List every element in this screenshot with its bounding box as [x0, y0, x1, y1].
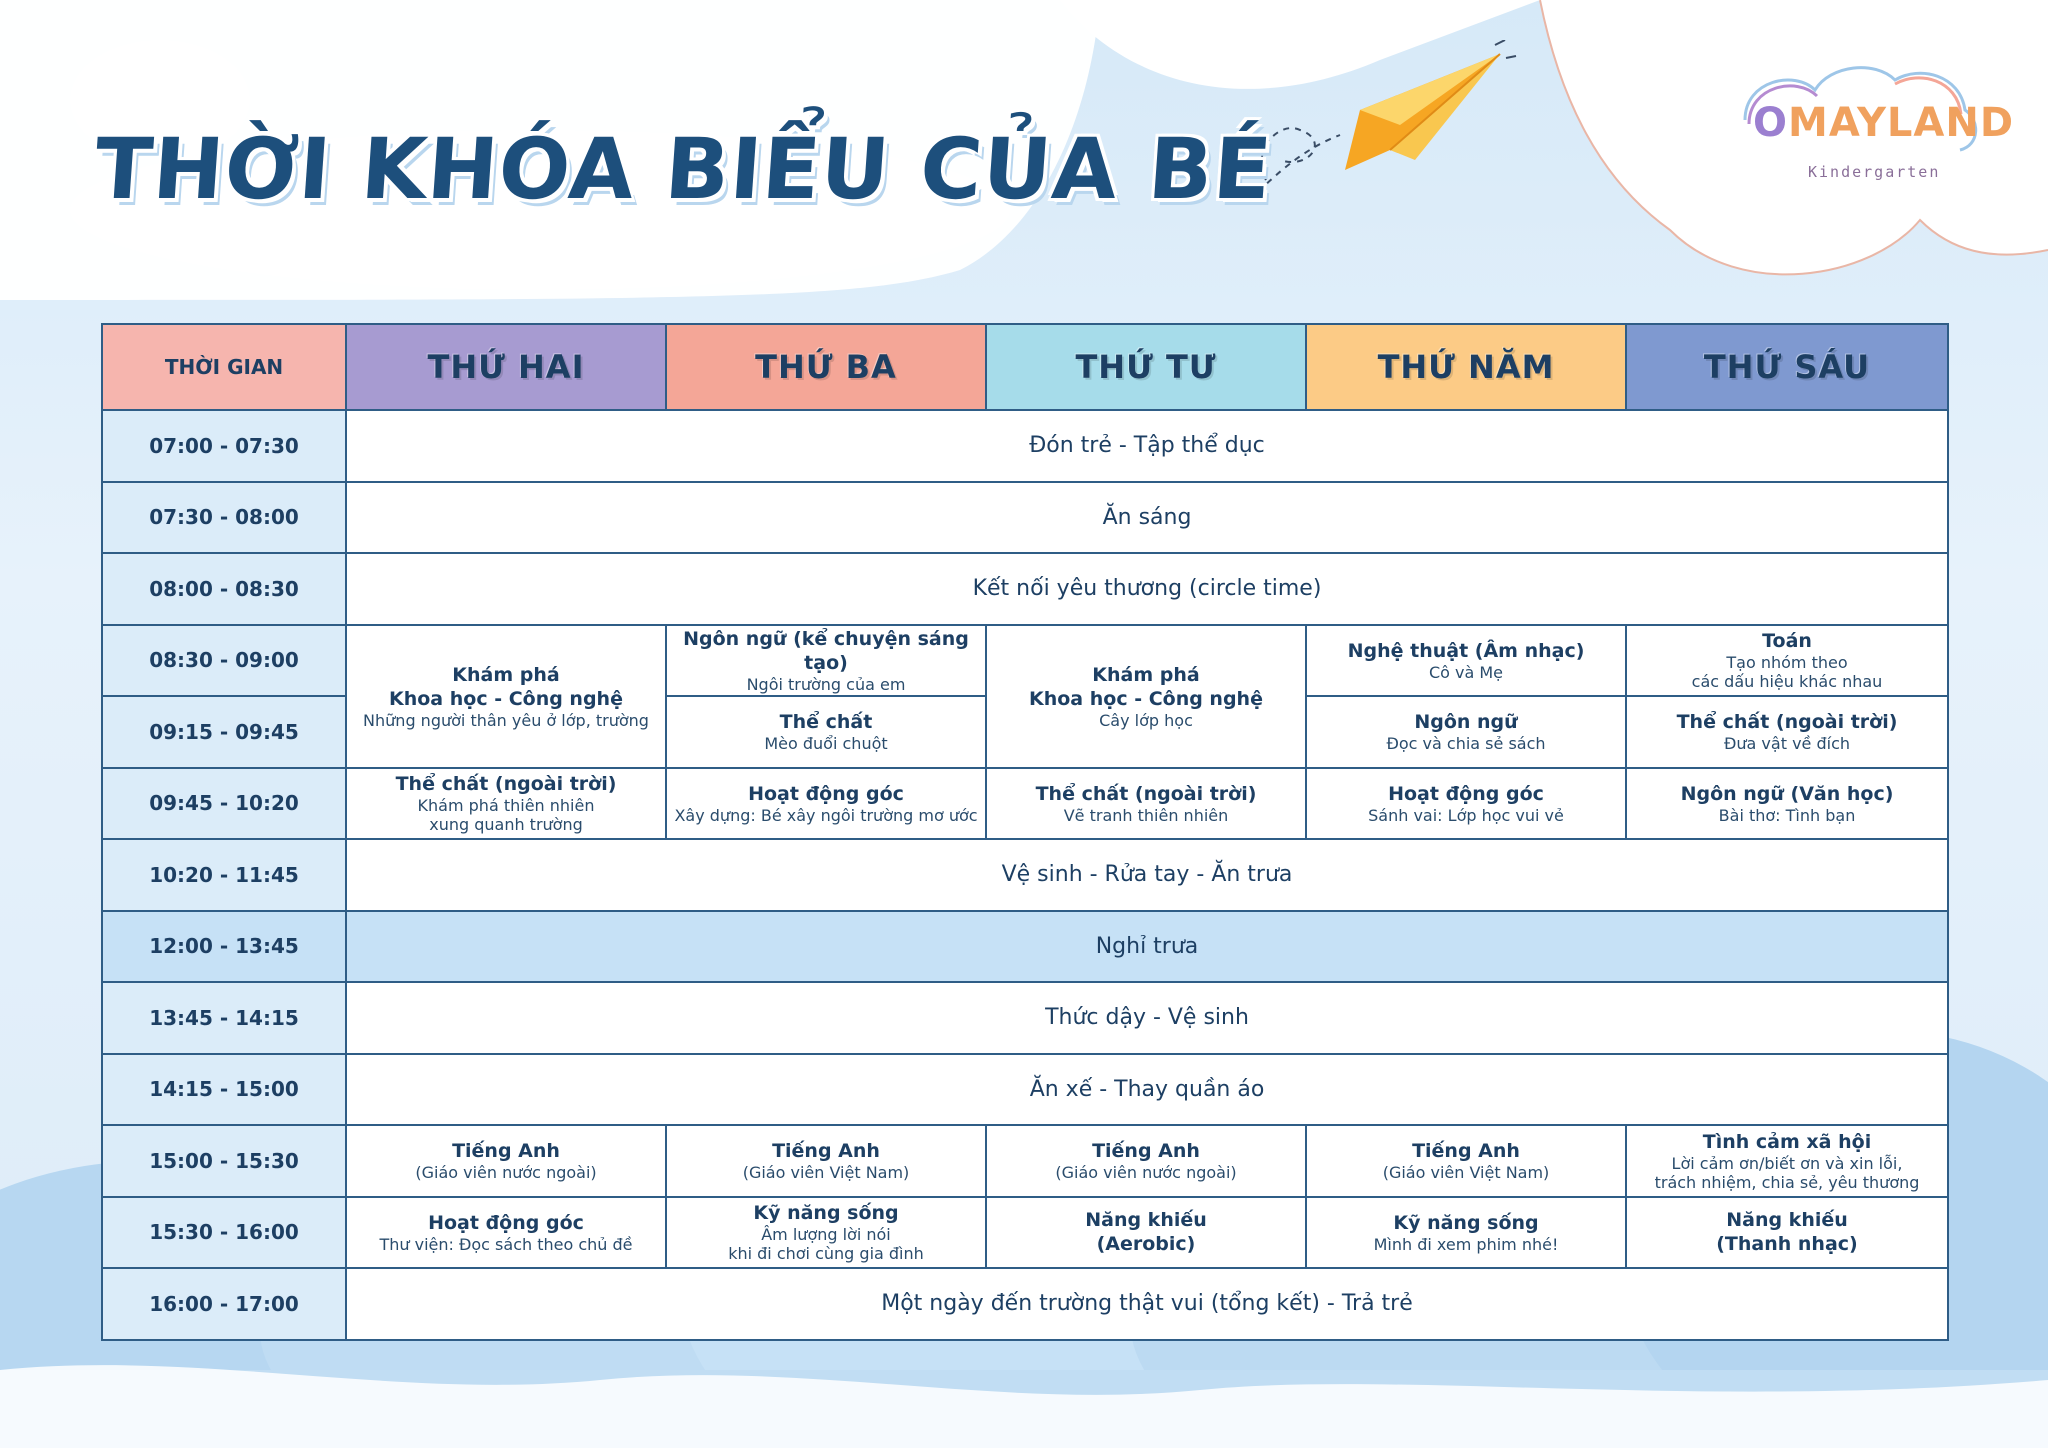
activity-cell-thursday: [1306, 625, 1626, 697]
activity-cell-tuesday: [666, 768, 986, 840]
activity-cell-friday: [1626, 696, 1948, 768]
table-row: [102, 1268, 1948, 1340]
activity-detail: Thư viện: Đọc sách theo chủ đề: [379, 1234, 633, 1254]
shared-activity: Kết nối yêu thương (circle time): [346, 553, 1948, 625]
activity-cell-friday: [1626, 1197, 1948, 1269]
shared-activity: Nghỉ trưa: [346, 911, 1948, 983]
paper-plane-icon: [1240, 40, 1520, 230]
activity-title: Kỹ năng sống: [753, 1202, 899, 1225]
time-slot: 12:00 - 13:45: [102, 911, 346, 983]
activity-cell-tuesday: [666, 1125, 986, 1197]
time-slot: 15:30 - 16:00: [102, 1197, 346, 1269]
activity-title: Kỹ năng sống: [1393, 1211, 1539, 1234]
activity-title: Hoạt động góc: [748, 782, 904, 805]
page-title: THỜI KHÓA BIỂU CỦA BÉ: [91, 120, 1276, 218]
activity-detail: Đọc và chia sẻ sách: [1386, 734, 1546, 754]
activity-title: Toán: [1762, 630, 1812, 653]
table-row: [102, 482, 1948, 554]
time-slot: 07:00 - 07:30: [102, 410, 346, 482]
activity-title: Nghệ thuật (Âm nhạc): [1347, 639, 1585, 662]
shared-activity: Một ngày đến trường thật vui (tổng kết) - Trả trẻ: [346, 1268, 1948, 1340]
shared-activity: Thức dậy - Vệ sinh: [346, 982, 1948, 1054]
table-row: [102, 1054, 1948, 1126]
time-slot: 14:15 - 15:00: [102, 1054, 346, 1126]
activity-title: Tiếng Anh: [1412, 1140, 1520, 1163]
activity-detail: Cô và Mẹ: [1428, 662, 1504, 682]
activity-detail: Mình đi xem phim nhé!: [1373, 1234, 1559, 1254]
header-wednesday: THỨ TƯ: [986, 324, 1306, 410]
table-row: [102, 911, 1948, 983]
activity-detail: Vẽ tranh thiên nhiên: [1063, 805, 1229, 825]
activity-cell-friday: [1626, 768, 1948, 840]
activity-detail: (Giáo viên nước ngoài): [1055, 1163, 1237, 1183]
activity-cell-wednesday: [986, 1197, 1306, 1269]
shared-activity: Đón trẻ - Tập thể dục: [346, 410, 1948, 482]
time-slot: 09:15 - 09:45: [102, 696, 346, 768]
activity-detail: khi đi chơi cùng gia đình: [728, 1244, 924, 1264]
activity-cell-monday: [346, 768, 666, 840]
activity-cell-thursday: [1306, 1197, 1626, 1269]
activity-title: Ngôn ngữ (Văn học): [1680, 782, 1894, 805]
time-slot: 15:00 - 15:30: [102, 1125, 346, 1197]
activity-title: Hoạt động góc: [428, 1211, 584, 1234]
shared-activity: Ăn sáng: [346, 482, 1948, 554]
activity-cell-tuesday: [666, 625, 986, 697]
activity-title: Tiếng Anh: [452, 1140, 560, 1163]
activity-detail: Sánh vai: Lớp học vui vẻ: [1368, 805, 1564, 825]
activity-title: Khoa học - Công nghệ: [1029, 687, 1263, 710]
table-row: [102, 1197, 1948, 1269]
activity-title: Ngôn ngữ: [1414, 711, 1518, 734]
activity-title: Thể chất (ngoài trời): [1676, 711, 1898, 734]
activity-detail: Xây dựng: Bé xây ngôi trường mơ ước: [674, 805, 978, 825]
activity-title: Khám phá: [452, 663, 560, 686]
activity-title: Tình cảm xã hội: [1702, 1130, 1872, 1153]
activity-detail: (Giáo viên Việt Nam): [742, 1163, 910, 1183]
activity-detail: Bài thơ: Tình bạn: [1718, 805, 1856, 825]
activity-title: Thể chất: [779, 711, 873, 734]
activity-detail: Ngôi trường của em: [746, 674, 906, 694]
activity-title: Tiếng Anh: [1092, 1140, 1200, 1163]
time-slot: 13:45 - 14:15: [102, 982, 346, 1054]
activity-detail: Đưa vật về đích: [1724, 734, 1850, 754]
activity-title: Hoạt động góc: [1388, 782, 1544, 805]
activity-cell-monday: [346, 1197, 666, 1269]
activity-cell-friday: [1626, 1125, 1948, 1197]
activity-cell-thursday: [1306, 696, 1626, 768]
header-row: [102, 324, 1948, 410]
activity-detail: Cây lớp học: [1099, 710, 1193, 730]
activity-detail: trách nhiệm, chia sẻ, yêu thương: [1654, 1172, 1920, 1192]
table-row: [102, 1125, 1948, 1197]
activity-title: Thể chất (ngoài trời): [395, 773, 617, 796]
header-friday: THỨ SÁU: [1626, 324, 1948, 410]
header-thursday: THỨ NĂM: [1306, 324, 1626, 410]
header-time: THỜI GIAN: [102, 324, 346, 410]
time-slot: 09:45 - 10:20: [102, 768, 346, 840]
activity-cell-monday: [346, 1125, 666, 1197]
table-row: [102, 982, 1948, 1054]
activity-cell-monday: [346, 625, 666, 768]
logo-wordmark: OMAYLAND: [1753, 100, 2015, 146]
shared-activity: Ăn xế - Thay quần áo: [346, 1054, 1948, 1126]
activity-detail: các dấu hiệu khác nhau: [1691, 672, 1883, 692]
activity-cell-wednesday: [986, 768, 1306, 840]
activity-cell-thursday: [1306, 768, 1626, 840]
activity-detail: (Giáo viên nước ngoài): [415, 1163, 597, 1183]
timetable: [101, 323, 1949, 1341]
activity-detail: xung quanh trường: [429, 815, 583, 835]
activity-detail: Khám phá thiên nhiên: [417, 796, 595, 816]
activity-detail: (Giáo viên Việt Nam): [1382, 1163, 1550, 1183]
shared-activity: Vệ sinh - Rửa tay - Ăn trưa: [346, 839, 1948, 911]
activity-detail: Những người thân yêu ở lớp, trường: [363, 710, 649, 730]
time-slot: 16:00 - 17:00: [102, 1268, 346, 1340]
activity-title: (Aerobic): [1096, 1233, 1196, 1256]
logo-subtitle: Kindergarten: [1808, 163, 1941, 181]
activity-title: Ngôn ngữ (kể chuyện sáng tạo): [683, 627, 969, 674]
activity-title: Khoa học - Công nghệ: [389, 687, 623, 710]
header-monday: THỨ HAI: [346, 324, 666, 410]
activity-detail: Mèo đuổi chuột: [764, 734, 888, 754]
activity-cell-friday: [1626, 625, 1948, 697]
table-row: [102, 553, 1948, 625]
activity-cell-tuesday: [666, 1197, 986, 1269]
activity-title: Năng khiếu: [1726, 1209, 1848, 1232]
activity-cell-wednesday: [986, 1125, 1306, 1197]
time-slot: 07:30 - 08:00: [102, 482, 346, 554]
table-row: [102, 839, 1948, 911]
activity-cell-thursday: [1306, 1125, 1626, 1197]
header-tuesday: THỨ BA: [666, 324, 986, 410]
activity-detail: Âm lượng lời nói: [761, 1225, 891, 1245]
time-slot: 08:30 - 09:00: [102, 625, 346, 697]
time-slot: 10:20 - 11:45: [102, 839, 346, 911]
activity-title: Khám phá: [1092, 663, 1200, 686]
activity-cell-wednesday: [986, 625, 1306, 768]
activity-cell-tuesday: [666, 696, 986, 768]
activity-detail: Lời cảm ơn/biết ơn và xin lỗi,: [1671, 1153, 1903, 1173]
activity-detail: Tạo nhóm theo: [1726, 653, 1848, 673]
activity-title: Thể chất (ngoài trời): [1035, 782, 1257, 805]
activity-title: (Thanh nhạc): [1716, 1233, 1858, 1256]
activity-title: Tiếng Anh: [772, 1140, 880, 1163]
time-slot: 08:00 - 08:30: [102, 553, 346, 625]
table-row: [102, 410, 1948, 482]
activity-title: Năng khiếu: [1085, 1209, 1207, 1232]
table-row: [102, 768, 1948, 840]
table-row: [102, 625, 1948, 697]
